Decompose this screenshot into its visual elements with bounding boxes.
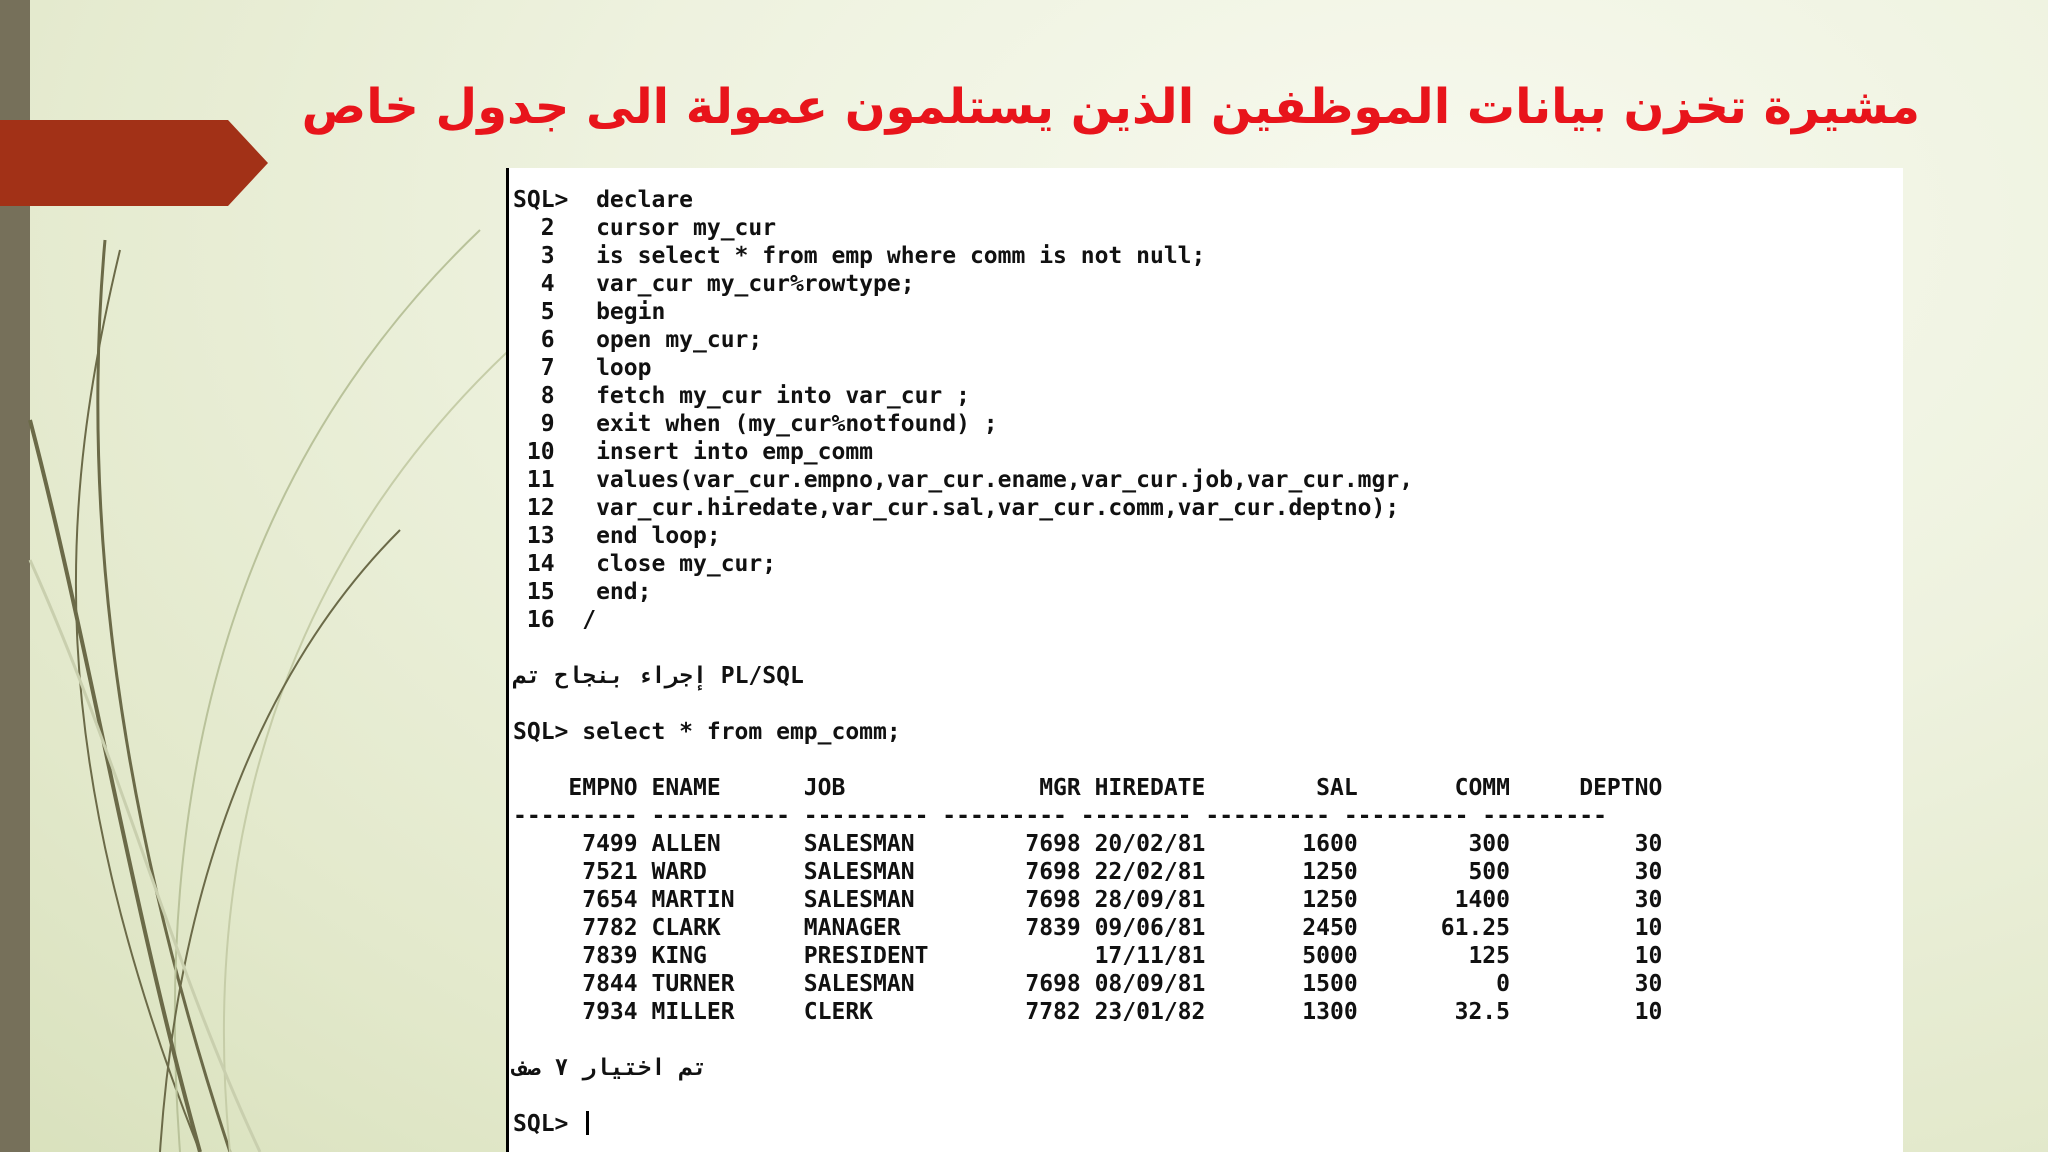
code-line: 2 cursor my_cur: [513, 215, 777, 241]
code-line: 8 fetch my_cur into var_cur ;: [513, 383, 970, 409]
code-line: 4 var_cur my_cur%rowtype;: [513, 271, 915, 297]
prompt-line[interactable]: [513, 1110, 1903, 1138]
sql-prompt: SQL>: [513, 1111, 569, 1137]
code-line: 10 insert into emp_comm: [513, 439, 874, 465]
text-cursor: [586, 1111, 589, 1135]
blank-line: [513, 690, 1903, 718]
blank-line: [513, 1082, 1903, 1110]
code-line: 16 /: [513, 607, 597, 633]
blank-line: [513, 746, 1903, 774]
code-line: SQL> declare: [513, 187, 694, 213]
blank-line: [513, 1026, 1903, 1054]
table-row: 7521 WARD SALESMAN 7698 22/02/81 1250 500 30: [513, 859, 1663, 885]
code-line: 14 close my_cur;: [513, 551, 777, 577]
code-line: 6 open my_cur;: [513, 327, 763, 353]
console-output: [509, 168, 1903, 1138]
table-header: EMPNO ENAME JOB MGR HIREDATE SAL COMM DEPTNO: [513, 775, 1663, 801]
table-row: 7839 KING PRESIDENT 17/11/81 5000 125 10: [513, 943, 1663, 969]
code-line: 15 end;: [513, 579, 652, 605]
rows-selected-message: تم اختيار ٧ صف: [513, 1055, 707, 1081]
code-line: 11 values(var_cur.empno,var_cur.ename,var_cur.job,var_cur.mgr,: [513, 467, 1414, 493]
code-line: 13 end loop;: [513, 523, 721, 549]
slide-title: مشيرة تخزن بيانات الموظفين الذين يستلمون عمولة الى جدول خاص: [301, 79, 1920, 135]
blank-line: [513, 634, 1903, 662]
table-separator: --------- ---------- --------- --------- -------- --------- --------- ---------: [513, 803, 1607, 829]
table-row: 7934 MILLER CLERK 7782 23/01/82 1300 32.5 10: [513, 999, 1663, 1025]
sql-console-screenshot: [506, 168, 1903, 1152]
table-row: 7654 MARTIN SALESMAN 7698 28/09/81 1250 1400 30: [513, 887, 1663, 913]
table-row: 7844 TURNER SALESMAN 7698 08/09/81 1500 0 30: [513, 971, 1663, 997]
table-row: 7782 CLARK MANAGER 7839 09/06/81 2450 61.25 10: [513, 915, 1663, 941]
code-line: 12 var_cur.hiredate,var_cur.sal,var_cur.comm,var_cur.deptno);: [513, 495, 1400, 521]
table-row: 7499 ALLEN SALESMAN 7698 20/02/81 1600 300 30: [513, 831, 1663, 857]
code-line: 3 is select * from emp where comm is not null;: [513, 243, 1206, 269]
code-line: 9 exit when (my_cur%notfound) ;: [513, 411, 998, 437]
query-line: SQL> select * from emp_comm;: [513, 719, 901, 745]
code-line: 5 begin: [513, 299, 666, 325]
accent-arrow-shape: [0, 120, 268, 206]
plsql-success-message: إجراء بنجاح تم PL/SQL: [513, 663, 804, 689]
code-line: 7 loop: [513, 355, 652, 381]
